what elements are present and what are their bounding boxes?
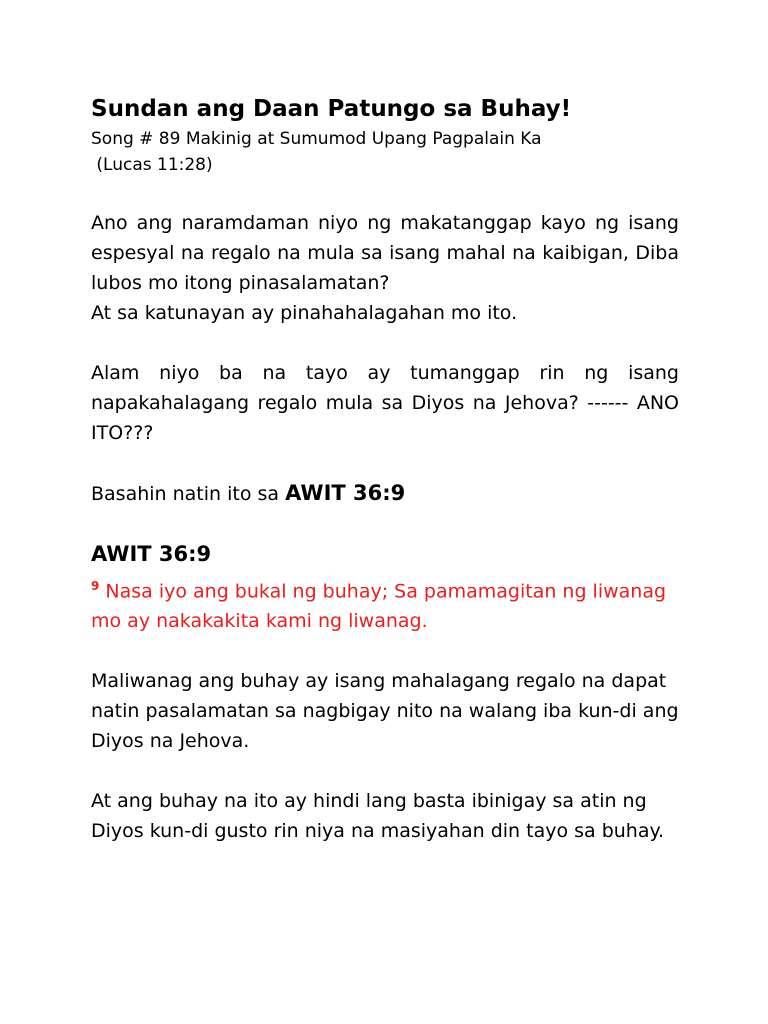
spacer (91, 756, 679, 786)
paragraph-god-gift: Alam niyo ba na tayo ay tumanggap rin ng isang napakahalagang regalo mula sa Diyos na Jehova? ------ ANO ITO??? (91, 362, 679, 444)
scripture-reference: (Lucas 11:28) (91, 155, 213, 175)
paragraph-gift-question: Ano ang naramdaman niyo ng makatanggap kayo ng isang espesyal na regalo na mula sa isang mahal na kaibigan, Diba lubos mo itong pinasalamatan? (91, 212, 679, 294)
spacer (91, 448, 679, 478)
read-instruction-text: Basahin natin ito sa (91, 483, 286, 505)
spacer (91, 509, 679, 537)
read-instruction-reference: AWIT 36:9 (285, 481, 406, 505)
document-page (91, 92, 679, 846)
spacer (91, 178, 679, 208)
paragraph-read-instruction (91, 478, 679, 509)
song-line: Song # 89 Makinig at Sumumod Upang Pagpalain Ka (91, 129, 542, 149)
verse-heading: AWIT 36:9 (91, 542, 212, 566)
document-title: Sundan ang Daan Patungo sa Buhay! (91, 96, 572, 122)
paragraph-enjoy-life: At ang buhay na ito ay hindi lang basta ibinigay sa atin ng Diyos kun-di gusto rin niya na masiyahan din tayo sa buhay. (91, 790, 665, 843)
spacer (91, 636, 679, 666)
verse-body: Nasa iyo ang bukal ng buhay; Sa pamamagitan ng liwanag mo ay nakakakita kami ng liwanag. (91, 580, 673, 633)
verse-text (91, 571, 679, 636)
paragraph-life-gift: Maliwanag ang buhay ay isang mahalagang regalo na dapat natin pasalamatan sa nagbigay nito na walang iba kun-di ang Diyos na Jehova. (91, 670, 679, 753)
paragraph-gift-value: At sa katunayan ay pinahahalagahan mo ito. (91, 302, 518, 324)
spacer (91, 328, 679, 358)
verse-number: 9 (91, 579, 100, 593)
